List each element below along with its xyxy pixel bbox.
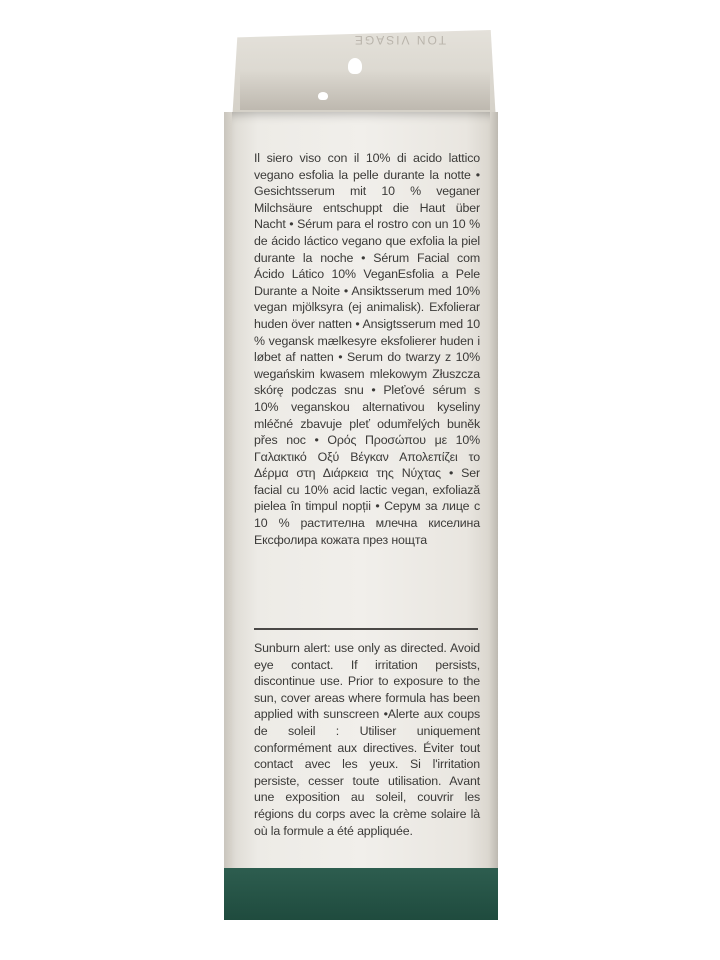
box-top-text: TON VISAGE <box>352 33 446 47</box>
box-green-base-band <box>224 868 498 920</box>
sunburn-warning-text: Sunburn alert: use only as directed. Avoid eye contact. If irritation persists, discontinue use. Prior to exposure to the sun, cover areas where formula has been applied with sunscreen •Alerte aux coups de soleil : Utiliser uniquement conformément aux directives. Éviter tout contact avec les yeux. Si l'irritation persiste, cesser toute utilisation. Avant une exposition au soleil, couvrir les régions du corps avec la crème solaire là où la formule a été appliquée. <box>254 641 480 838</box>
top-flap-shadow <box>240 70 490 110</box>
multilingual-description-text: Il siero viso con il 10% di acido lattico vegano esfolia la pelle durante la notte • Gesichtsserum mit 10 % veganer Milchsäure entschuppt die Haut über Nacht • Sérum para el rostro con un 10 % de ácido láctico vegano que exfolia la piel durante la noche • Sérum Facial com Ácido Lático 10% VeganEsfolia a Pele Durante a Noite • Ansiktsserum med 10% vegan mjölksyra (ej animalisk). Exfolierar huden över natten • Ansigtsserum med 10 % vegansk mælkesyre eksfolierer huden i løbet af natten • Serum do twarzy z 10% wegańskim kwasem mlekowym Złuszcza skórę podczas snu • Pleťové sérum s 10% veganskou alternativou kyseliny mléčné zbavuje pleť odumřelých buněk přes noc • Ορός Προσώπου με 10% Γαλακτικό Οξύ Βέγκαν Απολεπίζει το Δέρμα στη Διάρκεια της Νύχτας • Ser facial cu 10% acid lactic vegan, exfoliază pielea în timpul nopții • Серум за лице с 10 % растителна млечна киселина Ексфолира кожата през нощта <box>254 151 480 547</box>
section-divider <box>254 628 478 630</box>
box-right-edge <box>490 112 498 902</box>
flap-tear-mark <box>348 58 362 74</box>
flap-tear-mark <box>318 92 328 100</box>
